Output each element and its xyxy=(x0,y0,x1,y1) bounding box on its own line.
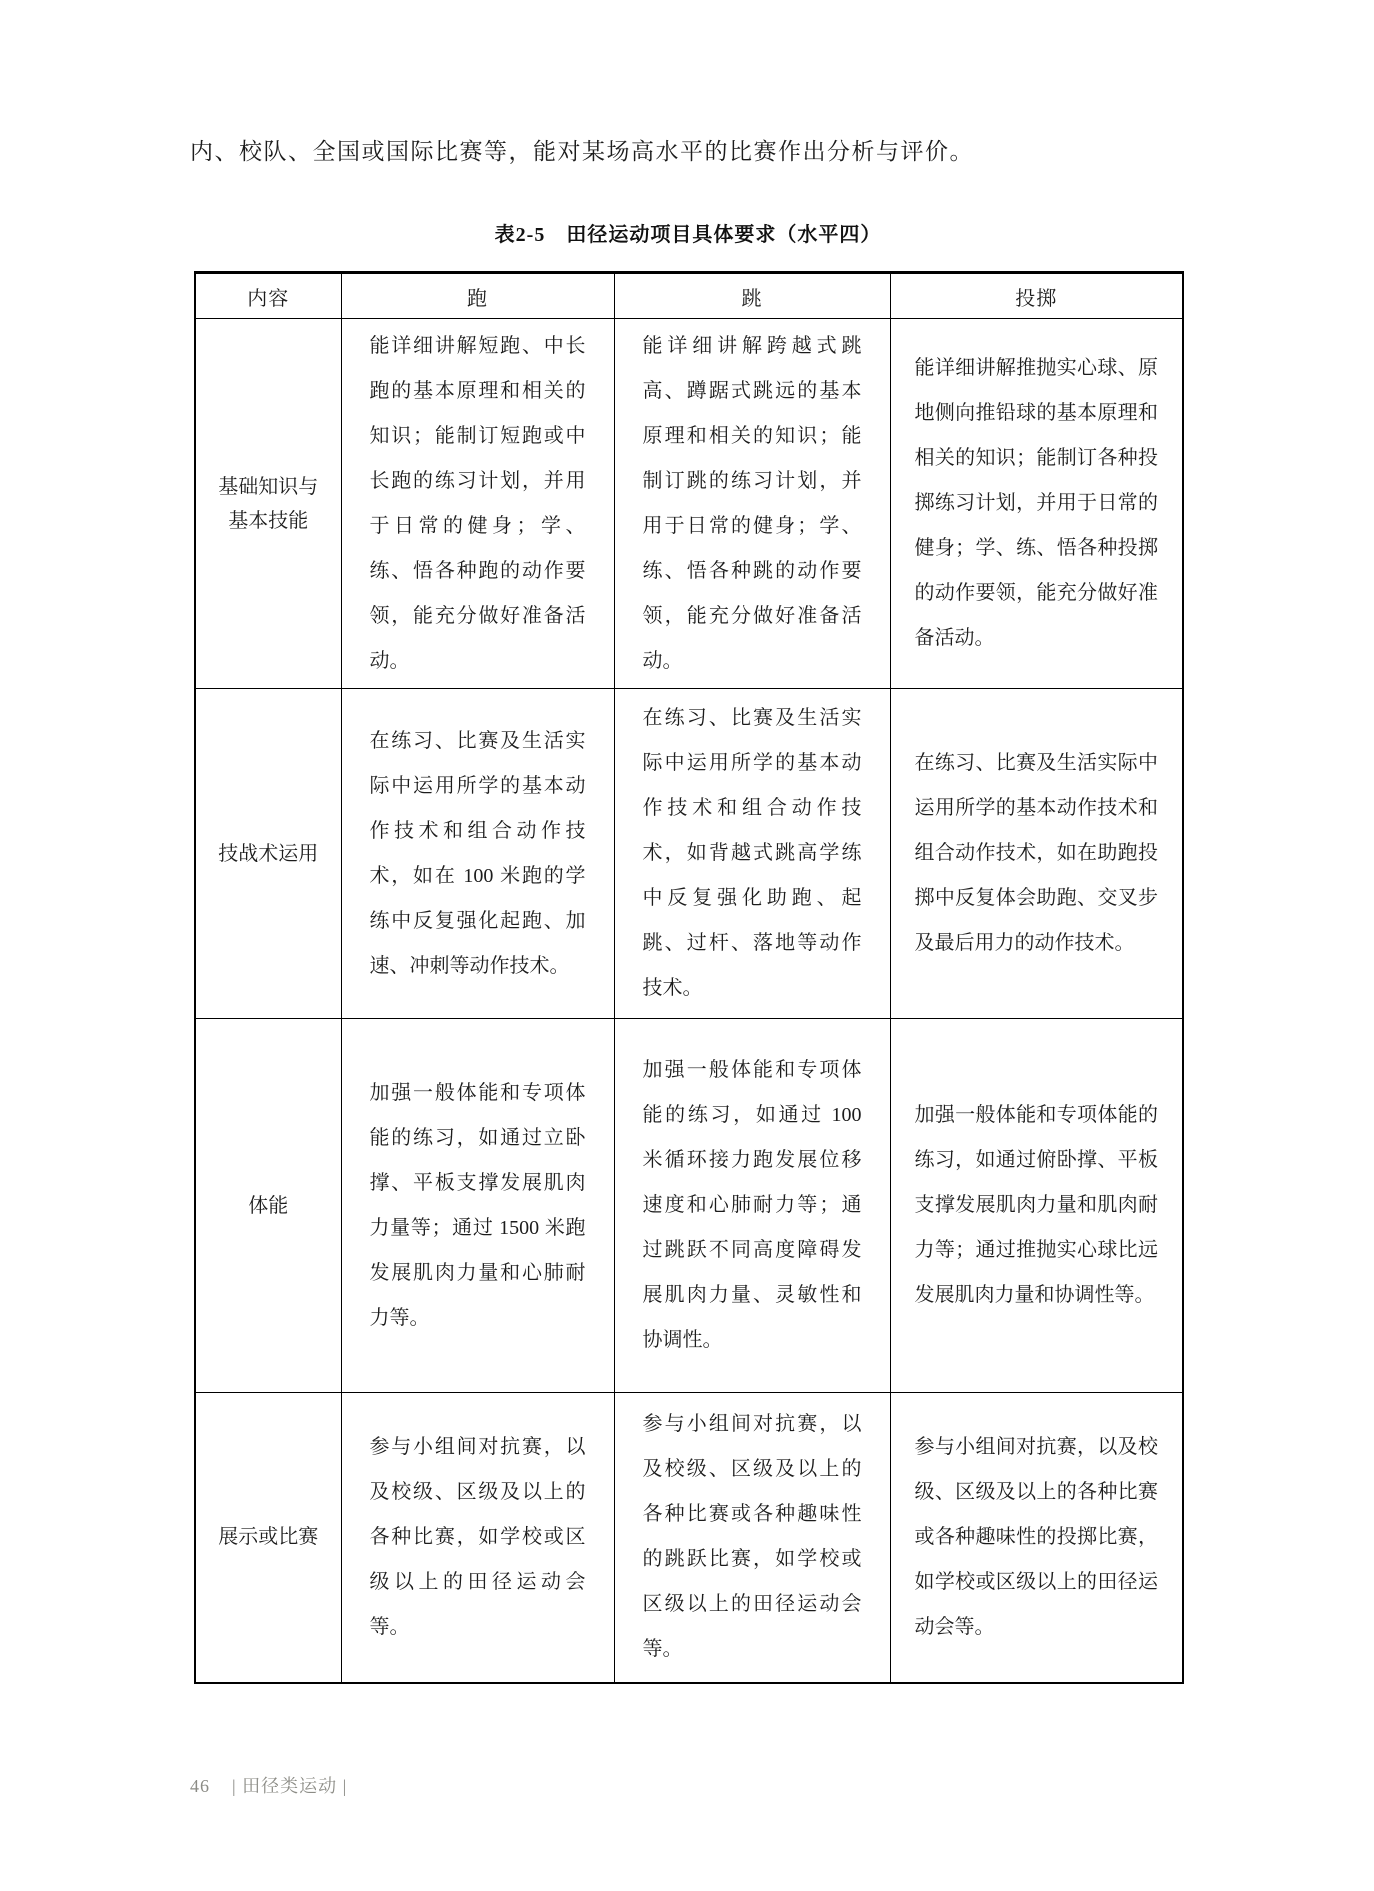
cell-competition-throw: 参与小组间对抗赛，以及校级、区级及以上的各种比赛或各种趣味性的投掷比赛，如学校或区级以上的田径运动会等。 xyxy=(890,1393,1183,1683)
footer-section-label: | 田径类运动 | xyxy=(232,1776,348,1796)
row-label-text: 体能 xyxy=(248,1194,289,1217)
col-header-content: 内容 xyxy=(195,273,341,319)
table-row xyxy=(195,319,1183,689)
col-header-throw: 投掷 xyxy=(890,273,1183,319)
cell-tactics-throw: 在练习、比赛及生活实际中运用所学的基本动作技术和组合动作技术，如在助跑投掷中反复体会助跑、交叉步及最后用力的动作技术。 xyxy=(890,689,1183,1019)
table-title: 表2-5 田径运动项目具体要求（水平四） xyxy=(494,224,882,246)
table-row xyxy=(195,1393,1183,1683)
row-label-competition xyxy=(195,1393,341,1683)
row-label-text: 展示或比赛 xyxy=(218,1526,319,1549)
col-header-run: 跑 xyxy=(341,273,614,319)
page-content xyxy=(190,134,1186,1684)
row-label-text: 技战术运用 xyxy=(218,842,319,865)
col-header-jump: 跳 xyxy=(614,273,890,319)
cell-fitness-run: 加强一般体能和专项体能的练习，如通过立卧撑、平板支撑发展肌肉力量等；通过 1500 米跑发展肌肉力量和心肺耐力等。 xyxy=(341,1019,614,1393)
intro-paragraph: 内、校队、全国或国际比赛等，能对某场高水平的比赛作出分析与评价。 xyxy=(190,139,974,164)
row-label-fitness xyxy=(195,1019,341,1393)
page-footer xyxy=(190,1772,347,1798)
cell-basic-knowledge-jump: 能详细讲解跨越式跳高、蹲踞式跳远的基本原理和相关的知识；能制订跳的练习计划，并用于日常的健身；学、练、悟各种跳的动作要领，能充分做好准备活动。 xyxy=(614,319,890,689)
cell-tactics-jump: 在练习、比赛及生活实际中运用所学的基本动作技术和组合动作技术，如背越式跳高学练中反复强化助跑、起跳、过杆、落地等动作技术。 xyxy=(614,689,890,1019)
row-label-text: 基础知识与基本技能 xyxy=(218,475,319,532)
row-label-tactics xyxy=(195,689,341,1019)
cell-tactics-run: 在练习、比赛及生活实际中运用所学的基本动作技术和组合动作技术，如在 100 米跑的学练中反复强化起跑、加速、冲刺等动作技术。 xyxy=(341,689,614,1019)
table-row xyxy=(195,689,1183,1019)
table-header-row xyxy=(195,273,1183,319)
cell-competition-run: 参与小组间对抗赛，以及校级、区级及以上的各种比赛，如学校或区级以上的田径运动会等。 xyxy=(341,1393,614,1683)
row-label-basic-knowledge xyxy=(195,319,341,689)
page-number: 46 xyxy=(190,1776,210,1796)
table-row xyxy=(195,1019,1183,1393)
cell-fitness-throw: 加强一般体能和专项体能的练习，如通过俯卧撑、平板支撑发展肌肉力量和肌肉耐力等；通过推抛实心球比远发展肌肉力量和协调性等。 xyxy=(890,1019,1183,1393)
cell-fitness-jump: 加强一般体能和专项体能的练习，如通过 100 米循环接力跑发展位移速度和心肺耐力等；通过跳跃不同高度障碍发展肌肉力量、灵敏性和协调性。 xyxy=(614,1019,890,1393)
requirements-table xyxy=(194,271,1184,1684)
cell-basic-knowledge-throw: 能详细讲解推抛实心球、原地侧向推铅球的基本原理和相关的知识；能制订各种投掷练习计划，并用于日常的健身；学、练、悟各种投掷的动作要领，能充分做好准备活动。 xyxy=(890,319,1183,689)
cell-basic-knowledge-run: 能详细讲解短跑、中长跑的基本原理和相关的知识；能制订短跑或中长跑的练习计划，并用于日常的健身；学、练、悟各种跑的动作要领，能充分做好准备活动。 xyxy=(341,319,614,689)
cell-competition-jump: 参与小组间对抗赛，以及校级、区级及以上的各种比赛或各种趣味性的跳跃比赛，如学校或区级以上的田径运动会等。 xyxy=(614,1393,890,1683)
